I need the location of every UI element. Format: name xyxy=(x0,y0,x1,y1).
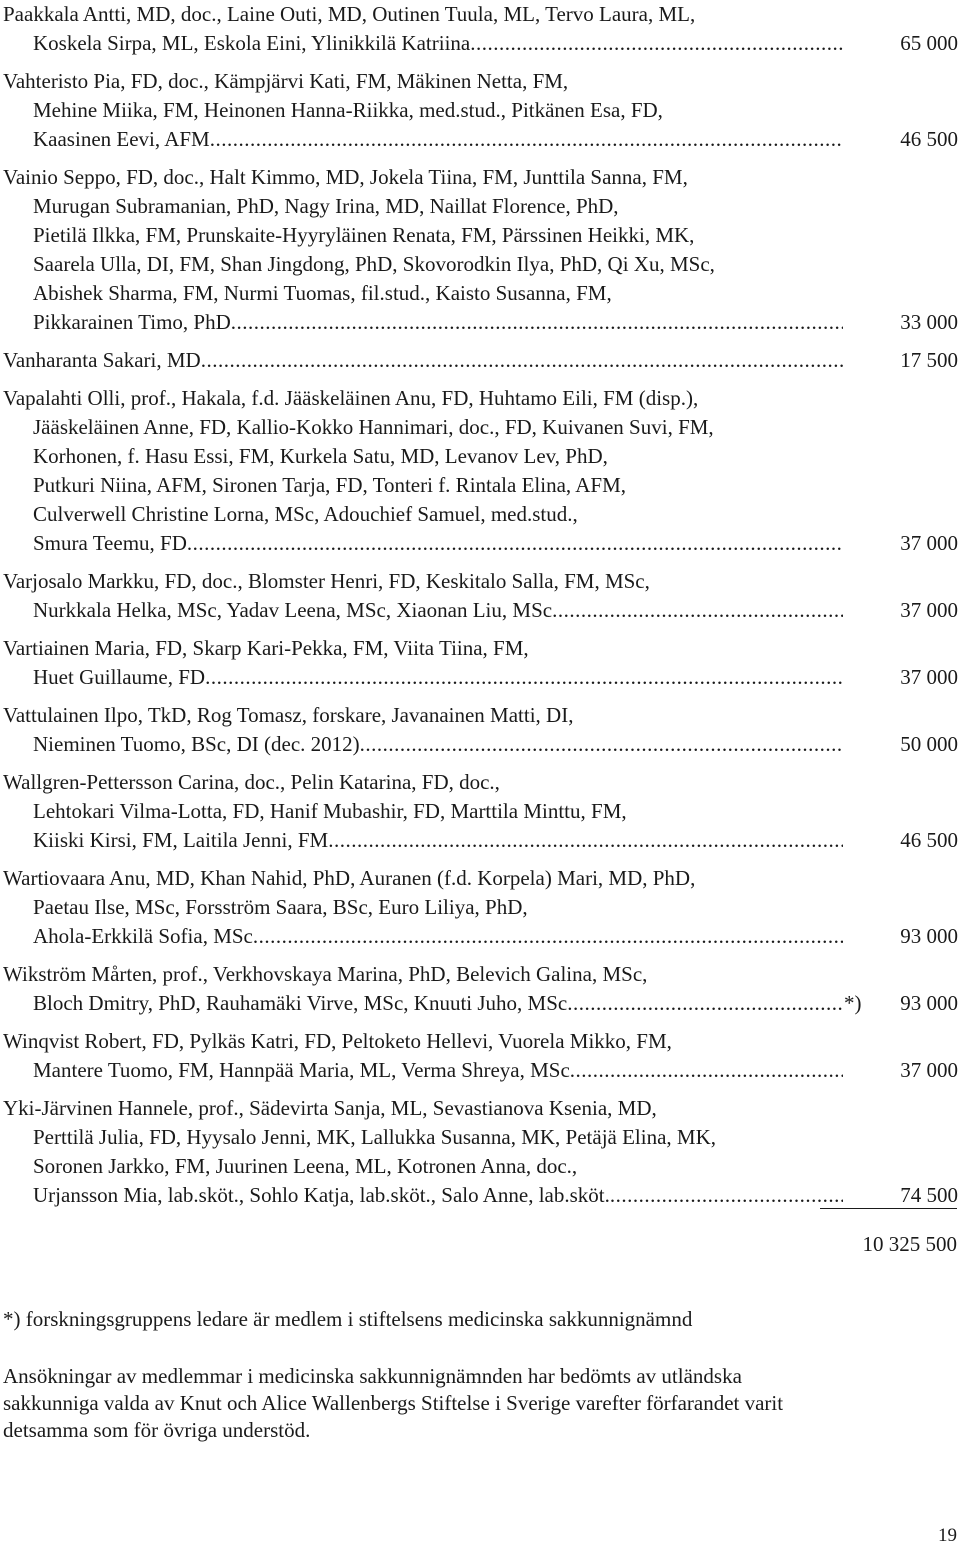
entry-line: Vahteristo Pia, FD, doc., Kämpjärvi Kati, FM, Mäkinen Netta, FM, xyxy=(3,69,569,93)
entry-line: Varjosalo Markku, FD, doc., Blomster Henri, FD, Keskitalo Salla, FM, MSc, xyxy=(3,569,650,593)
entry-last-line xyxy=(3,308,958,337)
entry-line: Kaasinen Eevi, AFM xyxy=(33,127,210,151)
grant-entry xyxy=(3,634,958,692)
entry-line: Kiiski Kirsi, FM, Laitila Jenni, FM xyxy=(33,828,329,852)
dot-leader xyxy=(570,1056,843,1085)
entry-line: Koskela Sirpa, ML, Eskola Eini, Ylinikkilä Katriina xyxy=(33,31,471,55)
entry-line: Saarela Ulla, DI, FM, Shan Jingdong, PhD, Skovorodkin Ilya, PhD, Qi Xu, MSc, xyxy=(33,252,715,276)
entry-last-line xyxy=(3,663,958,692)
total-rule xyxy=(820,1208,957,1209)
entry-line: Vattulainen Ilpo, TkD, Rog Tomasz, forskare, Javanainen Matti, DI, xyxy=(3,703,574,727)
entry-line: Abishek Sharma, FM, Nurmi Tuomas, fil.stud., Kaisto Susanna, FM, xyxy=(33,281,612,305)
footnote-marker: *) xyxy=(844,991,862,1015)
grant-amount: 17 500 xyxy=(900,348,958,372)
dot-leader xyxy=(470,29,843,58)
note-paragraph xyxy=(3,1363,943,1444)
grant-entry xyxy=(3,864,958,951)
dot-leader xyxy=(201,346,843,375)
note-line: Ansökningar av medlemmar i medicinska sakkunnignämnden har bedömts av utländska xyxy=(3,1364,742,1388)
entry-line: Vartiainen Maria, FD, Skarp Kari-Pekka, FM, Viita Tiina, FM, xyxy=(3,636,529,660)
entry-last-line xyxy=(3,29,958,58)
entry-line: Putkuri Niina, AFM, Sironen Tarja, FD, Tonteri f. Rintala Elina, AFM, xyxy=(33,473,627,497)
grant-entry xyxy=(3,567,958,625)
dot-leader xyxy=(205,663,843,692)
entry-line: Bloch Dmitry, PhD, Rauhamäki Virve, MSc, Knuuti Juho, MSc xyxy=(33,991,568,1015)
total-amount: 10 325 500 xyxy=(862,1232,957,1256)
dot-leader xyxy=(610,1181,843,1210)
entry-last-line xyxy=(3,989,958,1018)
entry-line: Pietilä Ilkka, FM, Prunskaite-Hyyryläinen Renata, FM, Pärssinen Heikki, MK, xyxy=(33,223,695,247)
dot-leader xyxy=(253,922,843,951)
entry-line: Soronen Jarkko, FM, Juurinen Leena, ML, Kotronen Anna, doc., xyxy=(33,1154,578,1178)
grant-entry xyxy=(3,67,958,154)
note-line: sakkunniga valda av Knut och Alice Wallenbergs Stiftelse i Sverige varefter förfarandet varit xyxy=(3,1391,784,1415)
dot-leader xyxy=(360,730,843,759)
entry-last-line xyxy=(3,1056,958,1085)
entry-line: Vanharanta Sakari, MD xyxy=(3,348,201,372)
grant-amount: 37 000 xyxy=(900,531,958,555)
grant-entry xyxy=(3,960,958,1018)
entry-line: Wallgren-Pettersson Carina, doc., Pelin Katarina, FD, doc., xyxy=(3,770,500,794)
dot-leader xyxy=(328,826,843,855)
entry-line: Murugan Subramanian, PhD, Nagy Irina, MD, Naillat Florence, PhD, xyxy=(33,194,619,218)
entry-line: Paakkala Antti, MD, doc., Laine Outi, MD, Outinen Tuula, ML, Tervo Laura, ML, xyxy=(3,2,696,26)
grant-amount: 46 500 xyxy=(900,127,958,151)
grant-amount: 37 000 xyxy=(900,598,958,622)
dot-leader xyxy=(567,989,843,1018)
grant-entry xyxy=(3,384,958,558)
entry-line: Paetau Ilse, MSc, Forsström Saara, BSc, Euro Liliya, PhD, xyxy=(33,895,528,919)
grant-entry xyxy=(3,346,958,375)
grant-amount: 74 500 xyxy=(900,1183,958,1207)
entry-line: Pikkarainen Timo, PhD xyxy=(33,310,231,334)
entry-last-line xyxy=(3,596,958,625)
grant-amount: 93 000 xyxy=(900,991,958,1015)
grant-entry xyxy=(3,768,958,855)
note-line: detsamma som för övriga understöd. xyxy=(3,1418,311,1442)
entry-line: Lehtokari Vilma-Lotta, FD, Hanif Mubashir, FD, Marttila Minttu, FM, xyxy=(33,799,627,823)
grant-amount: 33 000 xyxy=(900,310,958,334)
entry-line: Wikström Mårten, prof., Verkhovskaya Marina, PhD, Belevich Galina, MSc, xyxy=(3,962,648,986)
entry-line: Nurkkala Helka, MSc, Yadav Leena, MSc, Xiaonan Liu, MSc xyxy=(33,598,553,622)
grant-entry xyxy=(3,163,958,337)
grant-entry xyxy=(3,701,958,759)
entry-line: Nieminen Tuomo, BSc, DI (dec. 2012) xyxy=(33,732,360,756)
entry-line: Winqvist Robert, FD, Pylkäs Katri, FD, Peltoketo Hellevi, Vuorela Mikko, FM, xyxy=(3,1029,672,1053)
entry-line: Ahola-Erkkilä Sofia, MSc xyxy=(33,924,253,948)
footnote: *) forskningsgruppens ledare är medlem i stiftelsens medicinska sakkunnignämnd xyxy=(3,1307,693,1331)
entry-last-line xyxy=(3,922,958,951)
entry-line: Smura Teemu, FD xyxy=(33,531,187,555)
grant-entry xyxy=(3,1027,958,1085)
grant-entry xyxy=(3,1094,958,1210)
page-number: 19 xyxy=(938,1525,957,1546)
entry-line: Wartiovaara Anu, MD, Khan Nahid, PhD, Auranen (f.d. Korpela) Mari, MD, PhD, xyxy=(3,866,696,890)
entry-last-line xyxy=(3,529,958,558)
dot-leader xyxy=(187,529,843,558)
dot-leader xyxy=(210,125,843,154)
entry-line: Jääskeläinen Anne, FD, Kallio-Kokko Hannimari, doc., FD, Kuivanen Suvi, FM, xyxy=(33,415,714,439)
entry-last-line xyxy=(3,346,958,375)
grant-amount: 65 000 xyxy=(900,31,958,55)
grant-entry xyxy=(3,0,958,58)
entry-line: Vainio Seppo, FD, doc., Halt Kimmo, MD, Jokela Tiina, FM, Junttila Sanna, FM, xyxy=(3,165,688,189)
entry-line: Vapalahti Olli, prof., Hakala, f.d. Jääskeläinen Anu, FD, Huhtamo Eili, FM (disp.), xyxy=(3,386,699,410)
entry-line: Yki-Järvinen Hannele, prof., Sädevirta Sanja, ML, Sevastianova Ksenia, MD, xyxy=(3,1096,657,1120)
grant-amount: 93 000 xyxy=(900,924,958,948)
entry-last-line xyxy=(3,125,958,154)
grant-amount: 46 500 xyxy=(900,828,958,852)
grant-amount: 50 000 xyxy=(900,732,958,756)
entry-last-line xyxy=(3,826,958,855)
entry-last-line xyxy=(3,730,958,759)
dot-leader xyxy=(231,308,843,337)
grant-list xyxy=(3,0,958,1219)
entry-line: Mehine Miika, FM, Heinonen Hanna-Riikka, med.stud., Pitkänen Esa, FD, xyxy=(33,98,663,122)
grant-amount: 37 000 xyxy=(900,665,958,689)
entry-line: Mantere Tuomo, FM, Hannpää Maria, ML, Verma Shreya, MSc xyxy=(33,1058,570,1082)
entry-line: Perttilä Julia, FD, Hyysalo Jenni, MK, Lallukka Susanna, MK, Petäjä Elina, MK, xyxy=(33,1125,717,1149)
grant-amount: 37 000 xyxy=(900,1058,958,1082)
entry-line: Huet Guillaume, FD xyxy=(33,665,206,689)
entry-line: Culverwell Christine Lorna, MSc, Adouchief Samuel, med.stud., xyxy=(33,502,578,526)
dot-leader xyxy=(552,596,843,625)
entry-line: Korhonen, f. Hasu Essi, FM, Kurkela Satu, MD, Levanov Lev, PhD, xyxy=(33,444,608,468)
entry-last-line xyxy=(3,1181,958,1210)
entry-line: Urjansson Mia, lab.sköt., Sohlo Katja, lab.sköt., Salo Anne, lab.sköt. xyxy=(33,1183,610,1207)
